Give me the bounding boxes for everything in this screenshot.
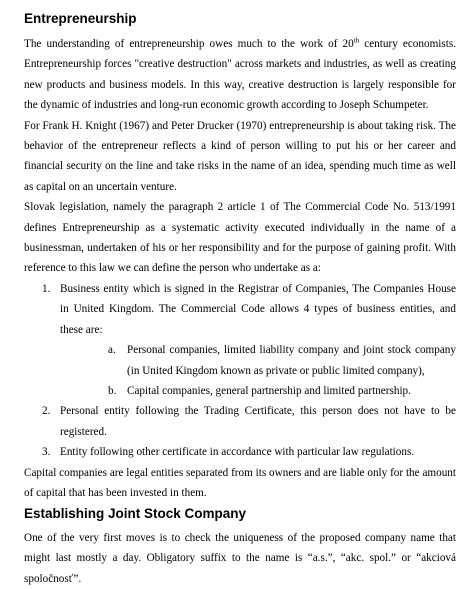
paragraph-risk: For Frank H. Knight (1967) and Peter Drucker (1970) entrepreneurship is about taking risk. The behavior of the entrepreneur reflects a kind of person willing to put his or her career and financial security on the line and take risks in the name of an idea, spending much time as well as capital on an uncertain venture. (24, 119, 456, 193)
list-item-text: Personal entity following the Trading Certificate, this person does not have to be registered. (60, 405, 456, 438)
sublist (60, 340, 456, 401)
sublist-item-text: Capital companies, general partnership and limited partnership. (127, 384, 411, 397)
list-item (24, 442, 456, 462)
section-heading-joint-stock: Establishing Joint Stock Company (24, 506, 247, 521)
list-item (24, 279, 456, 401)
paragraph-slovak-legislation: Slovak legislation, namely the paragraph 2 article 1 of The Commercial Code No. 513/1991 defines Entrepreneurship as a systematic activity executed individually in the name of a businessman, undertaken of his or her responsibility and for the purpose of gaining profit. With reference to this law we can define the person who undertake as a: (24, 201, 456, 275)
list-item (24, 401, 456, 442)
section-heading-entrepreneurship: Entrepreneurship (24, 11, 137, 26)
sublist-item (60, 340, 456, 381)
sublist-item (60, 381, 456, 401)
list-item-text: Entity following other certificate in accordance with particular law regulations. (60, 446, 415, 459)
list-number: 1. (42, 282, 51, 295)
list-number: 3. (42, 446, 51, 459)
list-item-text: Business entity which is signed in the Registrar of Companies, The Companies House in United Kingdom. The Commercial Code allows 4 types of business entities, and these are: (60, 282, 456, 336)
sublist-letter: b. (108, 384, 117, 397)
section-body-entrepreneurship (24, 34, 456, 503)
paragraph-company-name: One of the very first moves is to check the uniqueness of the proposed company name that might last mostly a day. Obligatory suffix to the name is “a.s.”, “akc. spol.” or “akciová spoločnosť”. (24, 532, 456, 585)
paragraph-creative-destruction (24, 34, 456, 116)
sublist-letter: a. (108, 344, 116, 357)
paragraph-text-start: The understanding of entrepreneurship owes much to the work of 20 (24, 38, 354, 50)
list-number: 2. (42, 405, 51, 418)
superscript-th: th (353, 36, 360, 45)
entity-list (24, 279, 456, 463)
sublist-item-text: Personal companies, limited liability company and joint stock company (in United Kingdom known as private or public limited company), (127, 344, 456, 377)
section-body-joint-stock (24, 528, 456, 589)
paragraph-capital-companies: Capital companies are legal entities separated from its owners and are liable only for the amount of capital that has been invested in them. (24, 466, 456, 499)
paragraph-text-rest: century economists. Entrepreneurship forces "creative destruction" across markets and industries, as well as creating new products and business models. In this way, creative destruction is largely responsible for the dynamic of industries and long-run economic growth according to Joseph Schumpeter. (24, 38, 456, 112)
